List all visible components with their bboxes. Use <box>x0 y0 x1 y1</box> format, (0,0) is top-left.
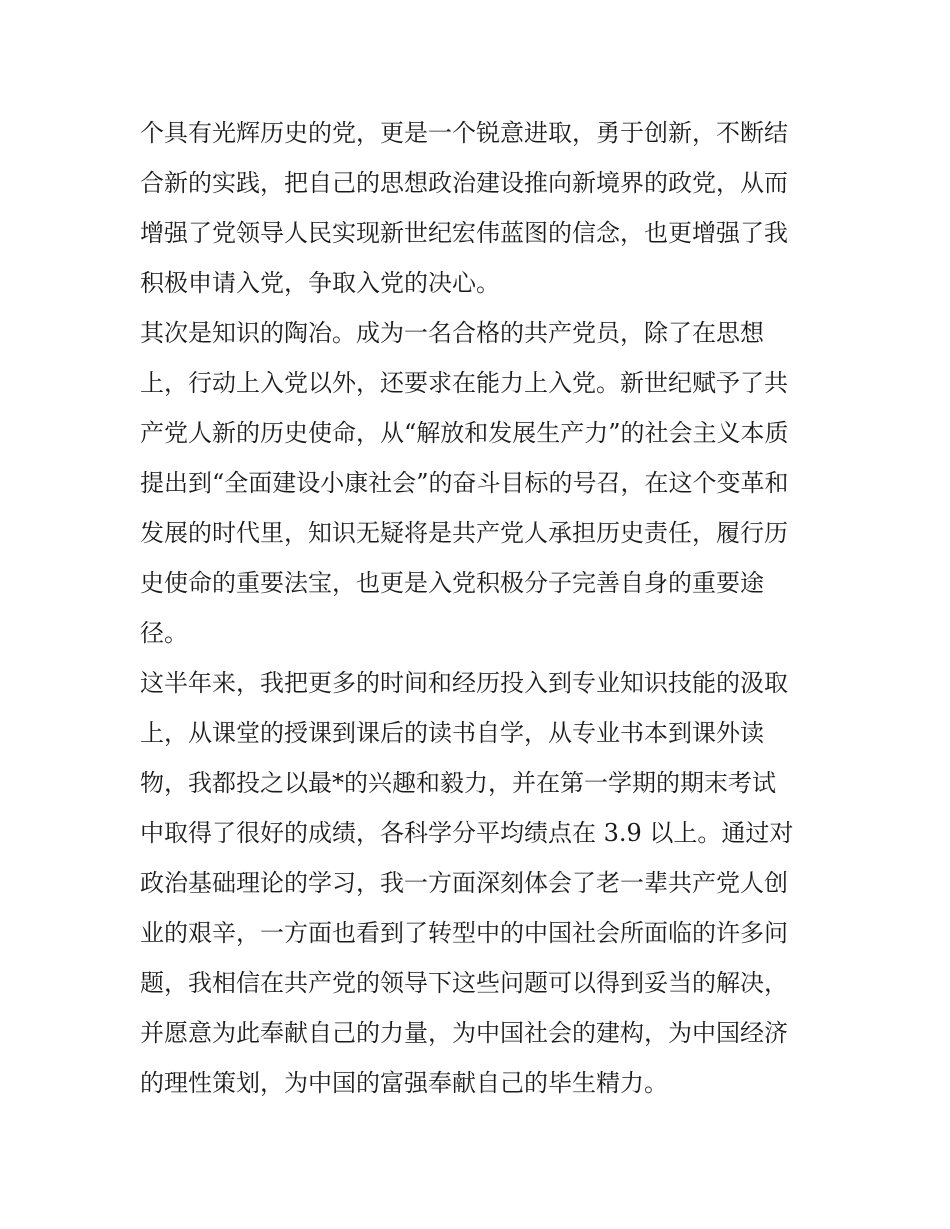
text-line: 上，行动上入党以外，还要求在能力上入党。新世纪赋予了共 <box>140 369 788 397</box>
text-line: 业的艰辛，一方面也看到了转型中的中国社会所面临的许多问 <box>140 919 788 947</box>
text-line: 发展的时代里，知识无疑将是共产党人承担历史责任，履行历 <box>140 519 788 547</box>
text-line: 径。 <box>140 619 188 647</box>
text-line: 其次是知识的陶冶。成为一名合格的共产党员，除了在思想 <box>140 319 764 347</box>
text-line: 政治基础理论的学习，我一方面深刻体会了老一辈共产党人创 <box>140 869 788 897</box>
text-line: 并愿意为此奉献自己的力量，为中国社会的建构，为中国经济 <box>140 1019 788 1047</box>
text-line: 题，我相信在共产党的领导下这些问题可以得到妥当的解决， <box>140 969 788 997</box>
text-line: 产党人新的历史使命，从“解放和发展生产力”的社会主义本质 <box>140 419 789 447</box>
text-line: 合新的实践，把自己的思想政治建设推向新境界的政党，从而 <box>140 169 788 197</box>
text-line: 积极申请入党，争取入党的决心。 <box>140 269 500 297</box>
text-line: 中取得了很好的成绩，各科学分平均绩点在 3.9 以上。通过对 <box>140 819 794 847</box>
text-line: 上，从课堂的授课到课后的读书自学，从专业书本到课外读 <box>140 719 764 747</box>
text-line: 史使命的重要法宝，也更是入党积极分子完善自身的重要途 <box>140 569 764 597</box>
text-line: 个具有光辉历史的党，更是一个锐意进取，勇于创新，不断结 <box>140 119 788 147</box>
text-line: 这半年来，我把更多的时间和经历投入到专业知识技能的汲取 <box>140 669 788 697</box>
text-line: 提出到“全面建设小康社会”的奋斗目标的号召，在这个变革和 <box>140 469 789 497</box>
body-text <box>140 108 820 1108</box>
text-line: 增强了党领导人民实现新世纪宏伟蓝图的信念，也更增强了我 <box>140 219 788 247</box>
text-line: 的理性策划，为中国的富强奉献自己的毕生精力。 <box>140 1069 668 1097</box>
text-line: 物，我都投之以最*的兴趣和毅力，并在第一学期的期末考试 <box>140 769 776 797</box>
